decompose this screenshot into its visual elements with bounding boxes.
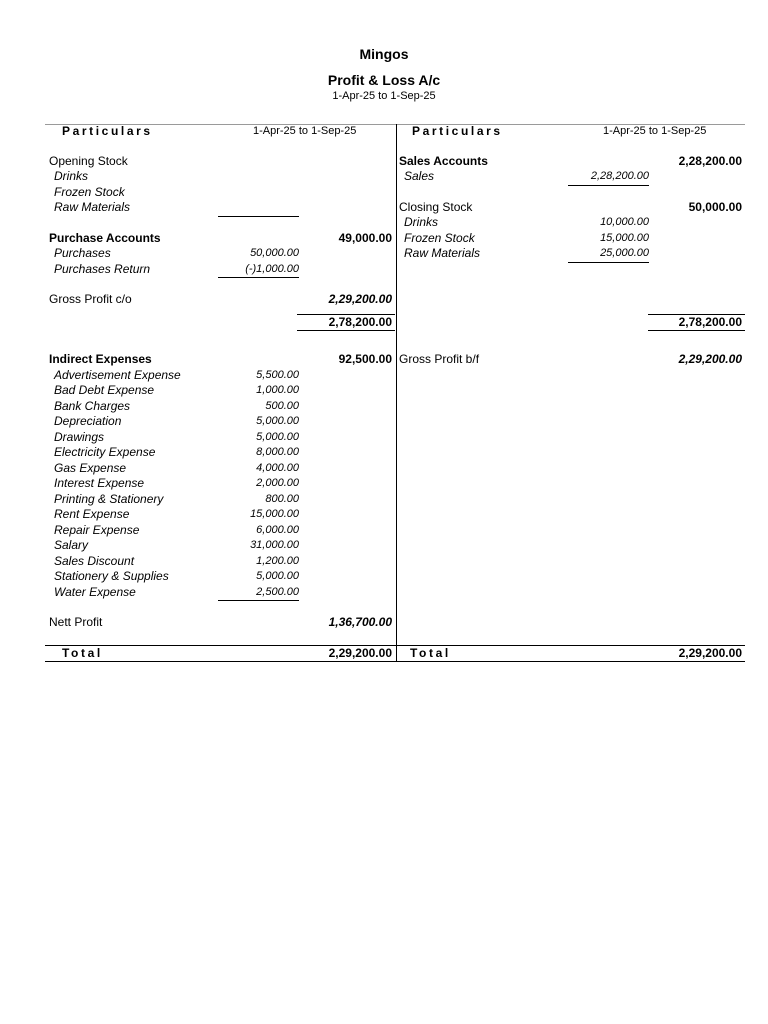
expense-label: Repair Expense: [54, 523, 140, 537]
gross-profit-co-amount: 2,29,200.00: [328, 292, 392, 306]
right-subtotal-rule-bottom: [648, 330, 745, 331]
expense-amount: 4,000.00: [256, 462, 299, 474]
expense-label: Rent Expense: [54, 507, 130, 521]
purchases-return-label: Purchases Return: [54, 262, 151, 276]
expense-amount: 31,000.00: [250, 539, 299, 551]
expense-label: Sales Discount: [54, 554, 135, 568]
sales-accounts-label: Sales Accounts: [399, 154, 488, 168]
left-grand-total: 2,29,200.00: [328, 646, 392, 660]
expense-label: Drawings: [54, 430, 105, 444]
right-particulars-header: Particulars: [412, 124, 503, 138]
expense-label: Salary: [54, 538, 89, 552]
expense-amount: 2,500.00: [256, 586, 299, 598]
right-subtotal: 2,78,200.00: [678, 315, 742, 329]
opening-stock-item: Frozen Stock: [54, 185, 125, 199]
expense-amount: 5,000.00: [256, 570, 299, 582]
indirect-expenses-label: Indirect Expenses: [49, 352, 152, 366]
expense-label: Gas Expense: [54, 461, 127, 475]
purchases-rule: [218, 277, 299, 278]
left-particulars-header: Particulars: [62, 124, 153, 138]
closing-stock-item-amount: 10,000.00: [600, 216, 649, 228]
expense-amount: 6,000.00: [256, 524, 299, 536]
sales-accounts-total: 2,28,200.00: [678, 154, 742, 168]
expense-label: Printing & Stationery: [54, 492, 164, 506]
expense-amount: 1,000.00: [256, 384, 299, 396]
report-title: Profit & Loss A/c: [327, 72, 441, 88]
center-divider: [396, 124, 397, 662]
expense-amount: 5,000.00: [256, 431, 299, 443]
left-period-header: 1-Apr-25 to 1-Sep-25: [253, 125, 357, 137]
report-period: 1-Apr-25 to 1-Sep-25: [332, 90, 436, 102]
expense-amount: 15,000.00: [250, 508, 299, 520]
purchases-return-amount: (-)1,000.00: [245, 263, 299, 275]
expense-label: Depreciation: [54, 414, 122, 428]
purchases-label: Purchases: [54, 246, 111, 260]
purchase-accounts-total: 49,000.00: [338, 231, 392, 245]
expenses-rule: [218, 600, 299, 601]
expense-label: Bank Charges: [54, 399, 131, 413]
expense-amount: 800.00: [265, 493, 299, 505]
gross-profit-co-label: Gross Profit c/o: [49, 292, 132, 306]
expense-amount: 8,000.00: [256, 446, 299, 458]
expense-label: Water Expense: [54, 585, 136, 599]
opening-stock-item: Raw Materials: [54, 200, 131, 214]
expense-amount: 500.00: [265, 400, 299, 412]
expense-label: Bad Debt Expense: [54, 383, 155, 397]
purchase-accounts-label: Purchase Accounts: [49, 231, 161, 245]
closing-stock-label: Closing Stock: [399, 200, 473, 214]
purchases-amount: 50,000.00: [250, 247, 299, 259]
left-total-label: Total: [62, 646, 103, 660]
right-grand-total: 2,29,200.00: [678, 646, 742, 660]
gross-profit-bf-label: Gross Profit b/f: [399, 352, 480, 366]
closing-stock-total: 50,000.00: [688, 200, 742, 214]
nett-profit-label: Nett Profit: [49, 615, 103, 629]
total-rule-top: [45, 645, 745, 646]
closing-stock-rule: [568, 262, 649, 263]
sales-amount: 2,28,200.00: [590, 170, 649, 182]
left-subtotal-rule-bottom: [297, 330, 395, 331]
closing-stock-item-label: Frozen Stock: [404, 231, 475, 245]
expense-label: Advertisement Expense: [54, 368, 181, 382]
opening-stock-label: Opening Stock: [49, 154, 128, 168]
expense-amount: 5,000.00: [256, 415, 299, 427]
expense-label: Electricity Expense: [54, 445, 156, 459]
closing-stock-item-amount: 15,000.00: [600, 232, 649, 244]
right-total-label: Total: [410, 646, 451, 660]
right-period-header: 1-Apr-25 to 1-Sep-25: [603, 125, 707, 137]
total-rule-bottom: [45, 661, 745, 662]
closing-stock-item-label: Drinks: [404, 215, 439, 229]
sales-rule: [568, 185, 649, 186]
expense-amount: 1,200.00: [256, 555, 299, 567]
nett-profit-amount: 1,36,700.00: [328, 615, 392, 629]
company-name: Mingos: [359, 46, 409, 62]
expense-amount: 2,000.00: [256, 477, 299, 489]
sales-label: Sales: [404, 169, 435, 183]
left-subtotal: 2,78,200.00: [328, 315, 392, 329]
indirect-expenses-total: 92,500.00: [338, 352, 392, 366]
expense-label: Stationery & Supplies: [54, 569, 169, 583]
closing-stock-item-amount: 25,000.00: [600, 247, 649, 259]
opening-stock-item: Drinks: [54, 169, 89, 183]
expense-amount: 5,500.00: [256, 369, 299, 381]
gross-profit-bf-amount: 2,29,200.00: [678, 352, 742, 366]
closing-stock-item-label: Raw Materials: [404, 246, 481, 260]
expense-label: Interest Expense: [54, 476, 145, 490]
opening-stock-rule: [218, 216, 299, 217]
